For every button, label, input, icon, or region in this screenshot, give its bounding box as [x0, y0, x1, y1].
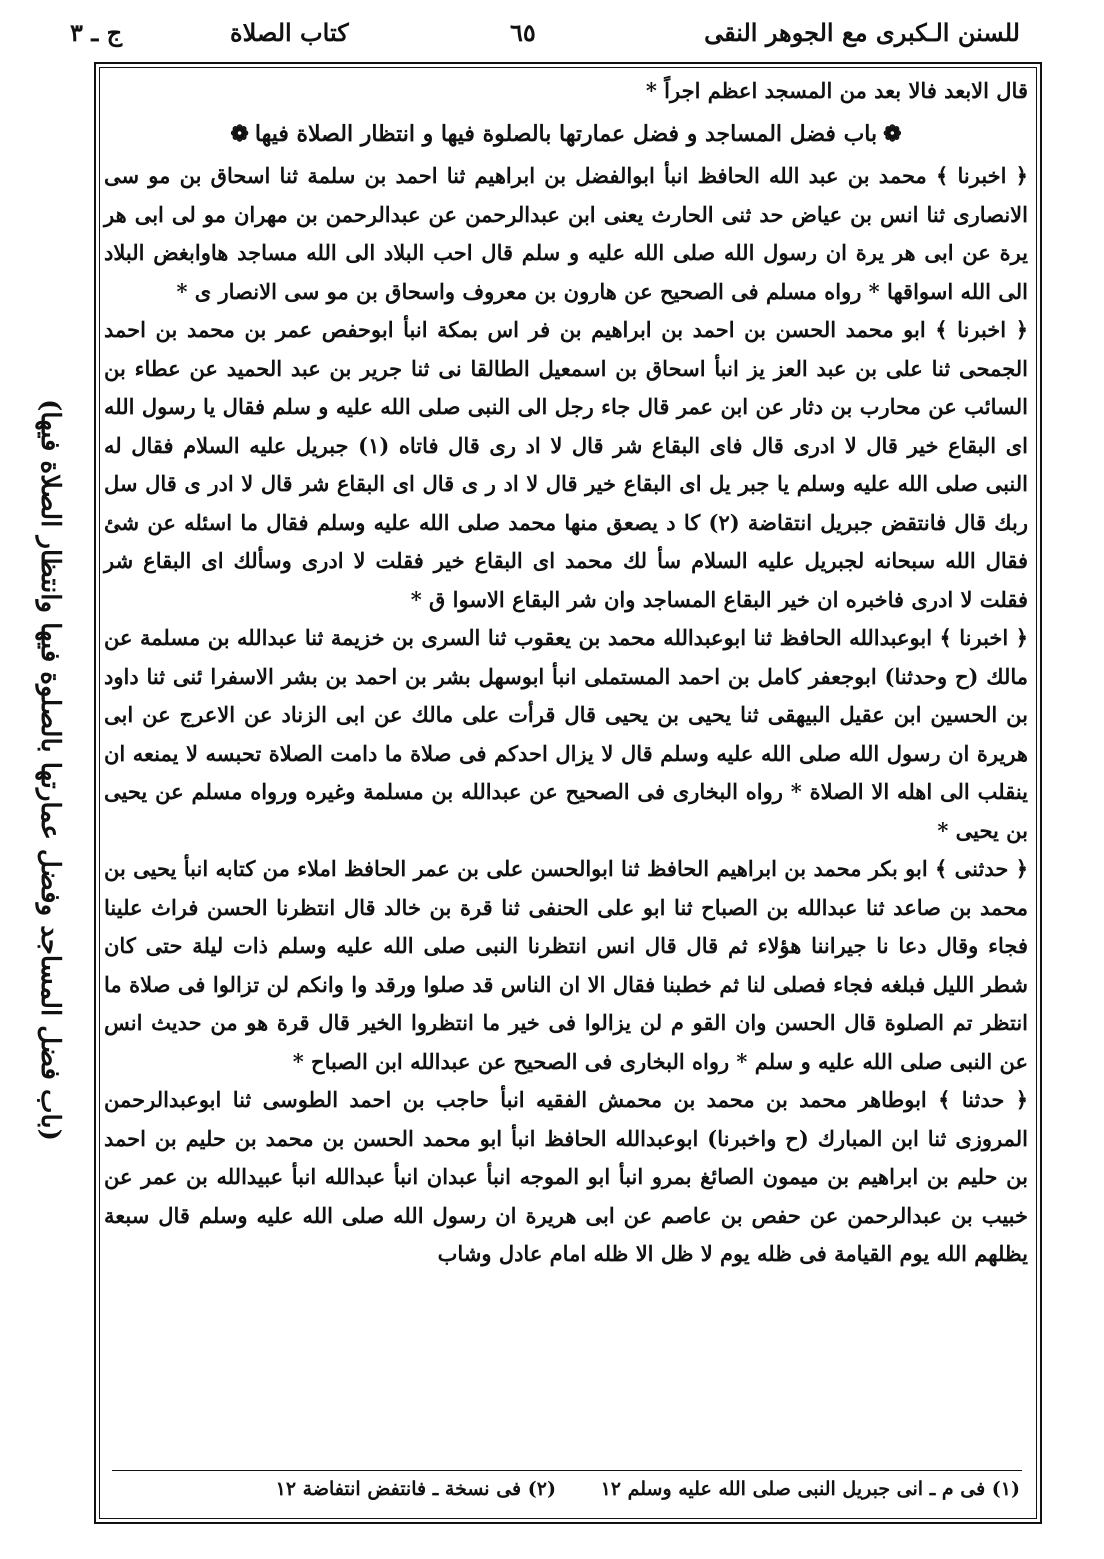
paragraph: ﴿ حدثنى ﴾ ابو بكر محمد بن ابراهيم الحافظ ثنا ابوالحسن على بن عمر الحافظ املاء من كتابه انبأ يحيى بن محمد بن صاعد ثنا عبدالله بن الصباح ثنا ابو على الحنفى ثنا قرة بن خالد قال انتظرنا الحسن فراث علينا فجاء وقال دعا نا جيراننا هؤلاء ثم قال قال انس انتظرنا النبى صلى الله عليه وسلم ذات ليلة حتى كان شطر الليل فبلغه فجاء فصلى لنا ثم خطبنا فقال الا ان الناس قد صلوا ورقد وا وانكم لن تزالوا فى صلاة ما انتظر تم الصلوة قال الحسن وان القو م لن يزالوا فى خير ما انتظروا الخير قال قرة هو من حديث انس عن النبى صلى الله عليه و سلم * رواه البخارى فى الصحيح عن عبدالله ابن الصباح * — [104, 856, 1028, 1074]
footnote: (١) فى م ـ انى جبريل النبى صلى الله عليه وسلم ١٢ — [600, 1478, 1020, 1500]
chapter-title: كتاب الصلاة — [230, 18, 349, 47]
paragraph: ﴿ اخبرنا ﴾ محمد بن عبد الله الحافظ انبأ ابوالفضل بن ابراهيم ثنا احمد بن سلمة ثنا اسحاق بن مو سى الانصارى ثنا انس بن عياض حد ثنى الحارث يعنى ابن عبدالرحمن عن عبدالرحمن بن مهران مو لى ابى هر يرة عن ابى هر يرة ان رسول الله صلى الله عليه و سلم قال احب البلاد الى الله مساجد هاوابغض البلاد الى الله اسواقها * رواه مسلم فى الصحيح عن هارون بن معروف واسحاق بن مو سى الانصار ى * — [104, 163, 1028, 304]
paragraph: ﴿ حدثنا ﴾ ابوطاهر محمد بن محمد بن محمش الفقيه انبأ حاجب بن احمد الطوسى ثنا ابوعبدالرحمن المروزى ثنا ابن المبارك (ح واخبرنا) ابوعبدالله الحافظ انبأ ابو محمد الحسن بن محمد بن حليم بن احمد بن حليم بن ابراهيم بن ميمون الصائغ بمرو انبأ ابو الموجه انبأ عبدان انبأ عبدالله انبأ عبيدالله بن عمر عن خبيب بن عبدالرحمن عن حفص بن عاصم عن ابى هريرة ان رسول الله صلى الله عليه وسلم قال سبعة يظلهم الله يوم القيامة فى ظله يوم لا ظل الا ظله امام عادل وشاب — [104, 1087, 1028, 1266]
page-number: ٦٥ — [510, 18, 536, 47]
footnote: (٢) فى نسخة ـ فانتفض انتفاضة ١٢ — [275, 1478, 556, 1500]
ornament-left-icon: ❁ — [230, 120, 249, 147]
section-title-text: باب فضل المساجد و فضل عمارتها بالصلوة فيها و انتظار الصلاة فيها — [254, 120, 878, 147]
paragraph: ﴿ اخبرنا ﴾ ابوعبدالله الحافظ ثنا ابوعبدالله محمد بن يعقوب ثنا السرى بن خزيمة ثنا عبدالله بن مسلمة عن مالك (ح وحدثنا) ابوجعفر كامل بن احمد المستملى انبأ ابوسهل بشر بن احمد بن بشر الاسفرا ئنى ثنا داود بن الحسين ابن عقيل البيهقى ثنا يحيى بن يحيى قال قرأت على مالك عن ابى الزناد عن الاعرج عن ابى هريرة ان رسول الله صلى الله عليه وسلم قال لا يزال احدكم فى صلاة ما دامت الصلاة تحبسه لا يمنعه ان ينقلب الى اهله الا الصلاة * رواه البخارى فى الصحيح عن عبدالله بن مسلمة وغيره ورواه مسلم عن يحيى بن يحيى * — [104, 625, 1028, 843]
book-title: للسنن الـكبرى مع الجوهر النقى — [704, 18, 1020, 47]
main-text — [104, 72, 1028, 1452]
side-title — [22, 80, 78, 1460]
paragraph: قال الابعد فالا بعد من المسجد اعظم اجراً * — [645, 78, 1028, 103]
ornament-right-icon: ❁ — [883, 120, 902, 147]
footnotes — [275, 1478, 1020, 1500]
page-header — [70, 10, 1020, 54]
footnote-divider — [112, 1470, 1022, 1471]
paragraph: ﴿ اخبرنا ﴾ ابو محمد الحسن بن احمد بن ابراهيم بن فر اس بمكة انبأ ابوحفص عمر بن محمد بن احمد الجمحى ثنا على بن عبد العز يز انبأ اسحاق بن اسمعيل الطالقا نى ثنا جرير بن عبد الحميد عن عطاء بن السائب عن محارب بن دثار عن ابن عمر قال جاء رجل الى النبى صلى الله عليه و سلم فقال يا رسول الله اى البقاع خير قال لا ادرى قال فاى البقاع شر قال لا اد رى قال فاتاه (١) جبريل عليه السلام فقال له النبى صلى الله عليه وسلم يا جبر يل اى البقاع خير قال لا اد ر ى قال اى البقاع شر قال لا ادر ى قال سل ربك قال فانتقض جبريل انتقاضة (٢) كا د يصعق منها محمد صلى الله عليه وسلم فقال ما اسئله عن شئ فقال الله سبحانه لجبريل عليه السلام سأ لك محمد اى البقاع خير فقلت لا ادرى وسألك اى البقاع شر فقلت لا ادرى فاخبره ان خير البقاع المساجد وان شر البقاع الاسوا ق * — [104, 317, 1028, 612]
section-title — [104, 115, 1028, 154]
side-title-text: (باب فضل المساجد وفضل عمارتها بالصلوة فيها وانتظار الصلاة فيها) — [35, 399, 65, 1141]
volume-label: ج ـ ٣ — [70, 18, 123, 47]
